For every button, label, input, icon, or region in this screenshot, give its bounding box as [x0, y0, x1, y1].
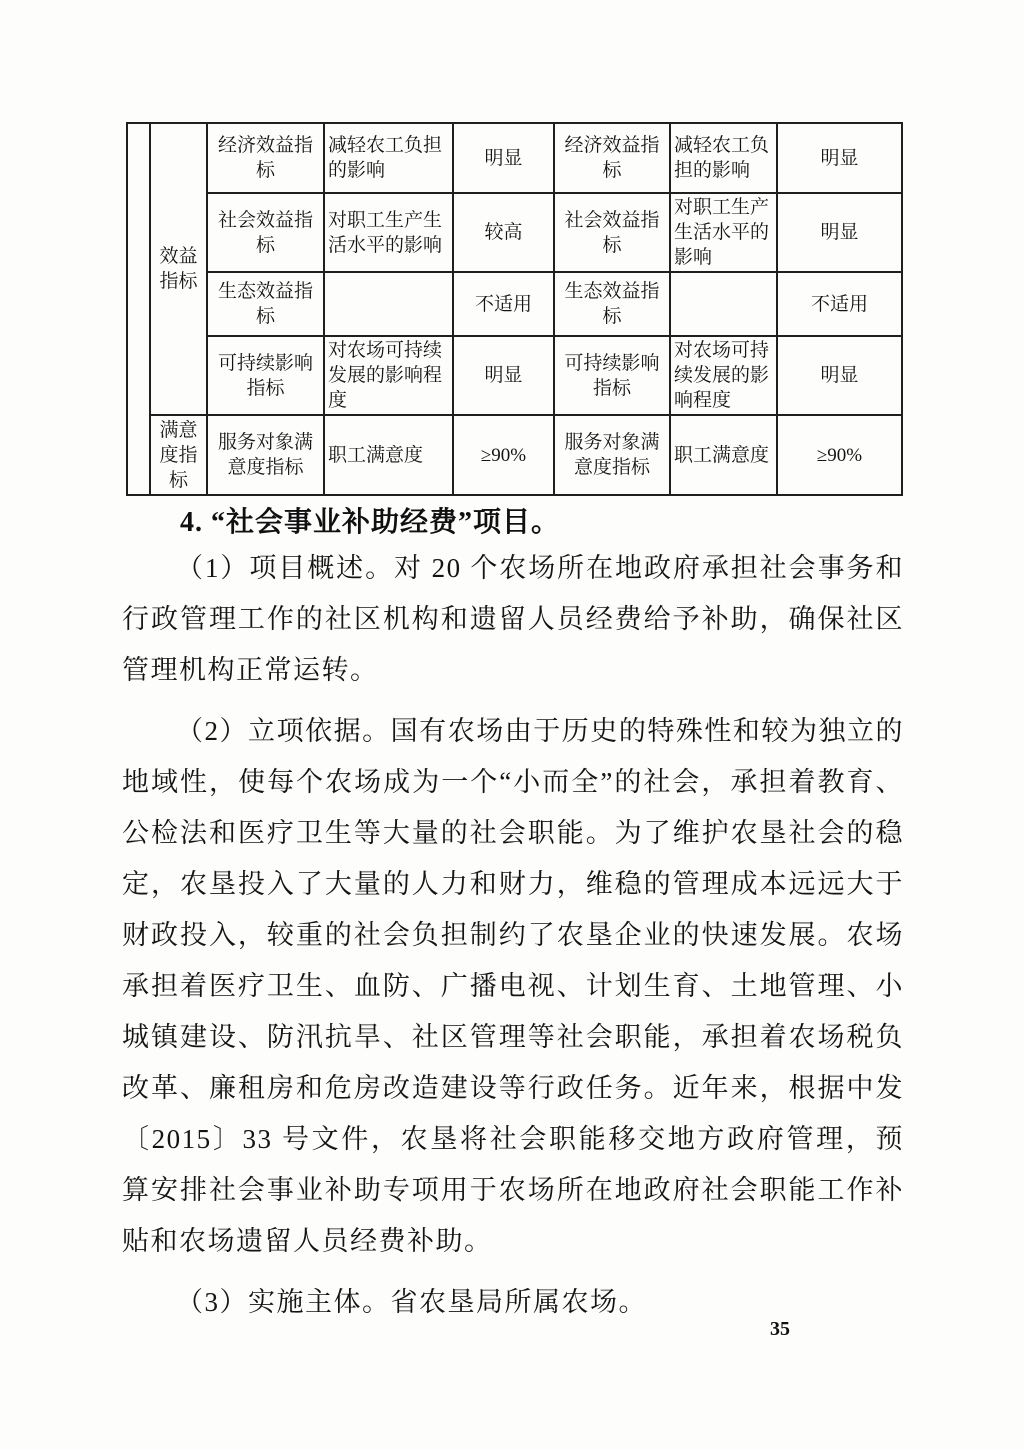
table-cell [324, 272, 453, 336]
paragraph-project-overview: （1）项目概述。对 20 个农场所在地政府承担社会事务和行政管理工作的社区机构和遗留人员经费给予补助，确保社区管理机构正常运转。 [122, 553, 904, 685]
table-cell: 明显 [453, 336, 554, 415]
table-cell: 减轻农工负担的影响 [670, 123, 777, 193]
table-cell: 可持续影响指标 [207, 336, 324, 415]
paragraph-implementing-body: （3）实施主体。省农垦局所属农场。 [176, 1287, 647, 1317]
table-cell: 对农场可持续发展的影响程度 [670, 336, 777, 415]
table-cell: ≥90% [777, 415, 902, 495]
table-cell: 职工满意度 [324, 415, 453, 495]
table-cell: 减轻农工负担的影响 [324, 123, 453, 193]
evaluation-indicator-table [126, 122, 903, 496]
table-cell: 生态效益指标 [554, 272, 670, 336]
table-cell: 社会效益指标 [207, 193, 324, 272]
table-row [127, 272, 902, 336]
table-cell: 明显 [777, 123, 902, 193]
table-cell: 经济效益指标 [207, 123, 324, 193]
table-cell [670, 272, 777, 336]
table-cell: ≥90% [453, 415, 554, 495]
table-cell: 不适用 [777, 272, 902, 336]
page-number: 35 [770, 1318, 790, 1340]
table-row [127, 336, 902, 415]
section-heading: 4. “社会事业补助经费”项目。 [180, 507, 561, 538]
table-cell: 不适用 [453, 272, 554, 336]
paragraph-project-basis: （2）立项依据。国有农场由于历史的特殊性和较为独立的地域性，使每个农场成为一个“小而全”的社会，承担着教育、公检法和医疗卫生等大量的社会职能。为了维护农垦社会的稳定，农垦投入了大量的人力和财力，维稳的管理成本远远大于财政投入，较重的社会负担制约了农垦企业的快速发展。农场承担着医疗卫生、血防、广播电视、计划生育、土地管理、小城镇建设、防汛抗旱、社区管理等社会职能，承担着农场税负改革、廉租房和危房改造建设等行政任务。近年来，根据中发〔2015〕33 号文件，农垦将社会职能移交地方政府管理，预算安排社会事业补助专项用于农场所在地政府社会职能工作补贴和农场遗留人员经费补助。 [122, 716, 904, 1256]
table-cell-left-edge [127, 123, 150, 495]
table-row [127, 123, 902, 193]
table-cell: 对农场可持续发展的影响程度 [324, 336, 453, 415]
table-cell: 明显 [777, 336, 902, 415]
table-cell: 服务对象满意度指标 [554, 415, 670, 495]
table-cell: 职工满意度 [670, 415, 777, 495]
table-cell: 经济效益指标 [554, 123, 670, 193]
table-cell: 社会效益指标 [554, 193, 670, 272]
table-group-satisfaction-indicators: 满意度指标 [150, 415, 207, 495]
table-cell: 明显 [453, 123, 554, 193]
table-cell: 对职工生产生活水平的影响 [324, 193, 453, 272]
table-cell: 可持续影响指标 [554, 336, 670, 415]
body-text [122, 543, 904, 1328]
table-row [127, 193, 902, 272]
table-cell: 较高 [453, 193, 554, 272]
table-group-benefit-indicators: 效益指标 [150, 123, 207, 415]
table-cell: 对职工生产生活水平的影响 [670, 193, 777, 272]
table-cell: 生态效益指标 [207, 272, 324, 336]
table-cell: 服务对象满意度指标 [207, 415, 324, 495]
table-cell: 明显 [777, 193, 902, 272]
table-row [127, 415, 902, 495]
